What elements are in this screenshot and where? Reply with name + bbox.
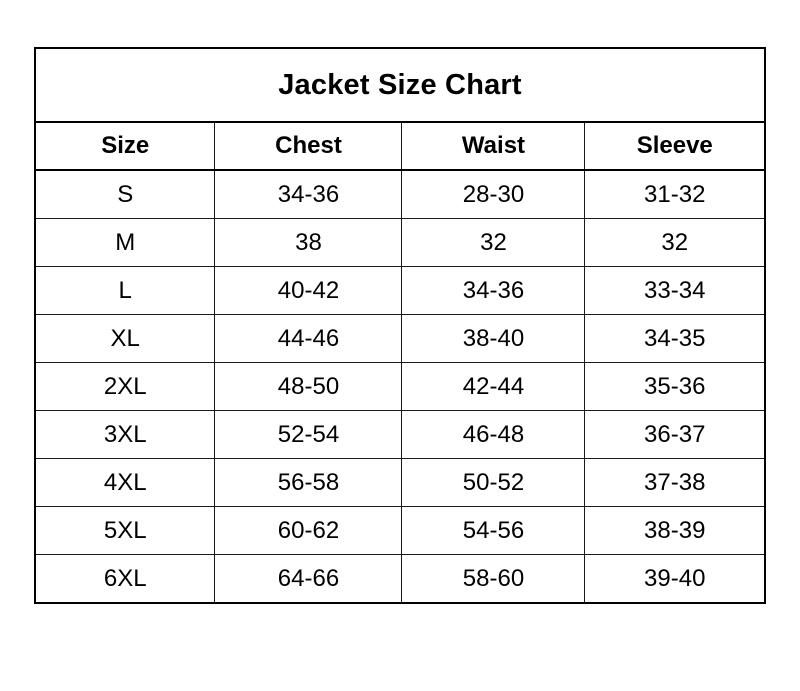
cell-sleeve: 34-35 xyxy=(585,315,765,363)
cell-size: 6XL xyxy=(35,555,215,604)
size-chart-table xyxy=(34,47,766,604)
cell-waist: 46-48 xyxy=(402,411,585,459)
column-header-waist: Waist xyxy=(402,122,585,170)
table-row xyxy=(35,507,765,555)
cell-chest: 52-54 xyxy=(215,411,402,459)
cell-chest: 48-50 xyxy=(215,363,402,411)
cell-size: 5XL xyxy=(35,507,215,555)
cell-chest: 44-46 xyxy=(215,315,402,363)
cell-sleeve: 38-39 xyxy=(585,507,765,555)
cell-sleeve: 31-32 xyxy=(585,170,765,219)
cell-waist: 58-60 xyxy=(402,555,585,604)
cell-chest: 40-42 xyxy=(215,267,402,315)
column-header-size: Size xyxy=(35,122,215,170)
cell-waist: 38-40 xyxy=(402,315,585,363)
cell-size: 3XL xyxy=(35,411,215,459)
cell-waist: 50-52 xyxy=(402,459,585,507)
table-row xyxy=(35,555,765,604)
cell-size: L xyxy=(35,267,215,315)
cell-waist: 34-36 xyxy=(402,267,585,315)
cell-sleeve: 35-36 xyxy=(585,363,765,411)
chart-title: Jacket Size Chart xyxy=(35,48,765,122)
cell-sleeve: 32 xyxy=(585,219,765,267)
cell-sleeve: 39-40 xyxy=(585,555,765,604)
cell-chest: 56-58 xyxy=(215,459,402,507)
table-row xyxy=(35,459,765,507)
cell-chest: 60-62 xyxy=(215,507,402,555)
cell-size: 2XL xyxy=(35,363,215,411)
cell-sleeve: 36-37 xyxy=(585,411,765,459)
cell-chest: 64-66 xyxy=(215,555,402,604)
column-header-chest: Chest xyxy=(215,122,402,170)
cell-size: XL xyxy=(35,315,215,363)
cell-size: M xyxy=(35,219,215,267)
cell-sleeve: 37-38 xyxy=(585,459,765,507)
table-row xyxy=(35,170,765,219)
cell-waist: 42-44 xyxy=(402,363,585,411)
table-row xyxy=(35,315,765,363)
cell-waist: 54-56 xyxy=(402,507,585,555)
table-row xyxy=(35,411,765,459)
cell-chest: 38 xyxy=(215,219,402,267)
cell-sleeve: 33-34 xyxy=(585,267,765,315)
cell-waist: 28-30 xyxy=(402,170,585,219)
header-row xyxy=(35,122,765,170)
title-row xyxy=(35,48,765,122)
cell-size: 4XL xyxy=(35,459,215,507)
table-row xyxy=(35,219,765,267)
cell-chest: 34-36 xyxy=(215,170,402,219)
table-row xyxy=(35,363,765,411)
table-row xyxy=(35,267,765,315)
column-header-sleeve: Sleeve xyxy=(585,122,765,170)
cell-size: S xyxy=(35,170,215,219)
cell-waist: 32 xyxy=(402,219,585,267)
